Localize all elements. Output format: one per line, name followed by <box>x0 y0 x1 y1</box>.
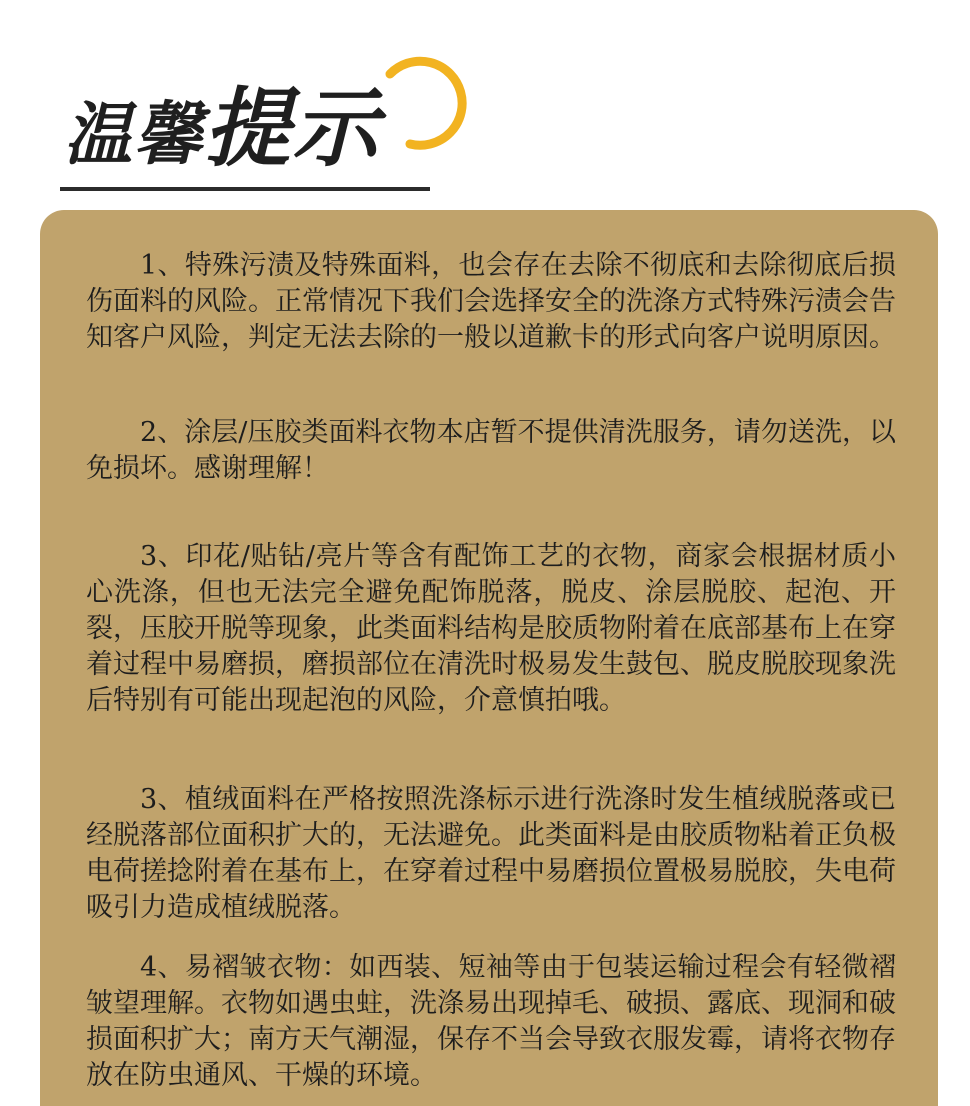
header <box>0 0 970 210</box>
title-part-2: 提示 <box>204 79 381 179</box>
notice-paragraph-5: 4、易褶皱衣物：如西装、短袖等由于包装运输过程会有轻微褶皱望理解。衣物如遇虫蛀，洗涤易出现掉毛、破损、露底、现洞和破损面积扩大；南方天气潮湿，保存不当会导致衣服发霉，请将衣物存放在防虫通风、干燥的环境。 <box>86 952 896 1091</box>
title-underline <box>60 187 430 191</box>
page-title <box>64 79 381 179</box>
decorative-arc-icon <box>372 52 472 152</box>
title-part-1: 温馨 <box>64 96 205 175</box>
notice-paragraph-3: 3、印花/贴钻/亮片等含有配饰工艺的衣物，商家会根据材质小心洗涤，但也无法完全避免配饰脱落，脱皮、涂层脱胶、起泡、开裂，压胶开脱等现象，此类面料结构是胶质物附着在底部基布上在穿着过程中易磨损，磨损部位在清洗时极易发生鼓包、脱皮脱胶现象洗后特别有可能出现起泡的风险，介意慎拍哦。 <box>86 541 896 716</box>
notice-paragraph-1: 1、特殊污渍及特殊面料，也会存在去除不彻底和去除彻底后损伤面料的风险。正常情况下我们会选择安全的洗涤方式特殊污渍会告知客户风险，判定无法去除的一般以道歉卡的形式向客户说明原因。 <box>86 250 896 353</box>
notice-paragraph-4: 3、植绒面料在严格按照洗涤标示进行洗涤时发生植绒脱落或已经脱落部位面积扩大的，无法避免。此类面料是由胶质物粘着正负极电荷搓捻附着在基布上，在穿着过程中易磨损位置极易脱胶，失电荷吸引力造成植绒脱落。 <box>86 784 896 923</box>
notice-paragraph-2: 2、涂层/压胶类面料衣物本店暂不提供清洗服务，请勿送洗，以免损坏。感谢理解！ <box>86 417 896 484</box>
